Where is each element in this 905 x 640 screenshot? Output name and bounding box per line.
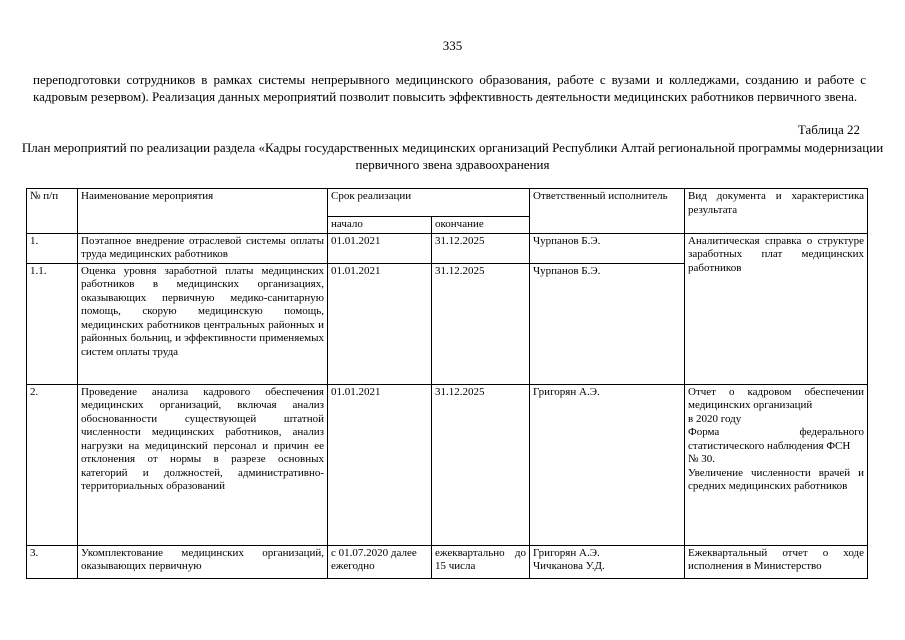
result-line: № 30. [688,453,716,465]
header-start: начало [328,217,432,234]
row-responsible: Чурпанов Б.Э. [530,233,685,263]
row-num: 1. [27,233,78,263]
intro-paragraph: переподготовки сотрудников в рамках системы непрерывного медицинского образования, работе с вузами и колледжами, созданию и работе с кадровым резервом). Реализация данных мероприятий позволит повысить эффективность деятельности медицинских работников первичного звена. [33,72,866,104]
row-num: 2. [27,384,78,545]
row-responsible [530,545,685,578]
result-line: Увеличение численности врачей и средних медицинских работников [688,466,865,492]
row-start: 01.01.2021 [328,384,432,545]
result-line: Форма федерального статистического наблюдения ФСН [688,426,865,452]
header-period: Срок реализации [328,189,530,217]
row-start: с 01.07.2020 далее ежегодно [328,545,432,578]
table-header-row [27,189,868,217]
row-num: 3. [27,545,78,578]
result-line: в 2020 году [688,412,742,425]
header-end: окончание [432,217,530,234]
row-end: 31.12.2025 [432,384,530,545]
row-end: 31.12.2025 [432,263,530,384]
row-end: ежеквартально до 15 числа [432,545,530,578]
row-end: 31.12.2025 [432,233,530,263]
row-name: Оценка уровня заработной платы медицинских работников в медицинских организациях, оказывающих первичную медико-санитарную помощь, скорую медицинскую помощь, медицинских работников центральных районных и районных больниц, и эффективности применяемых систем оплаты труда [78,263,328,384]
header-num: № п/п [27,189,78,234]
row-name: Проведение анализа кадрового обеспечения медицинских организаций, включая анализ обоснованности существующей штатной численности медицинских работников, анализ нагрузки на медицинский персонал и причин ее отклонения от нормы в разрезе основных категорий и должностей, административно-территориальных образований [78,384,328,545]
header-result: Вид документа и характеристика результата [685,189,868,234]
header-name: Наименование мероприятия [78,189,328,234]
table-row [27,545,868,578]
row-name: Поэтапное внедрение отраслевой системы оплаты труда медицинских работников [78,233,328,263]
row-responsible: Григорян А.Э. [530,384,685,545]
row-name: Укомплектование медицинских организаций, оказывающих первичную [78,545,328,578]
row-start: 01.01.2021 [328,233,432,263]
row-result: Аналитическая справка о структуре заработных плат медицинских работников [685,233,868,384]
result-line: Отчет о кадровом обеспечении медицинских организаций [688,385,865,411]
row-start: 01.01.2021 [328,263,432,384]
table-row [27,233,868,263]
row-responsible: Чурпанов Б.Э. [530,263,685,384]
page-number: 335 [442,38,463,53]
table-row [27,384,868,545]
action-plan-table [26,188,868,579]
row-num: 1.1. [27,263,78,384]
responsible-names: Григорян А.Э. Чичканова У.Д. [533,546,605,572]
row-result: Ежеквартальный отчет о ходе исполнения в Министерство [685,545,868,578]
row-result [685,384,868,545]
header-responsible: Ответственный исполнитель [530,189,685,234]
table-label: Таблица 22 [797,122,860,137]
table-title: План мероприятий по реализации раздела «Кадры государственных медицинских организаций Республики Алтай региональной программы модернизации первичного звена здравоохранения [21,140,884,172]
